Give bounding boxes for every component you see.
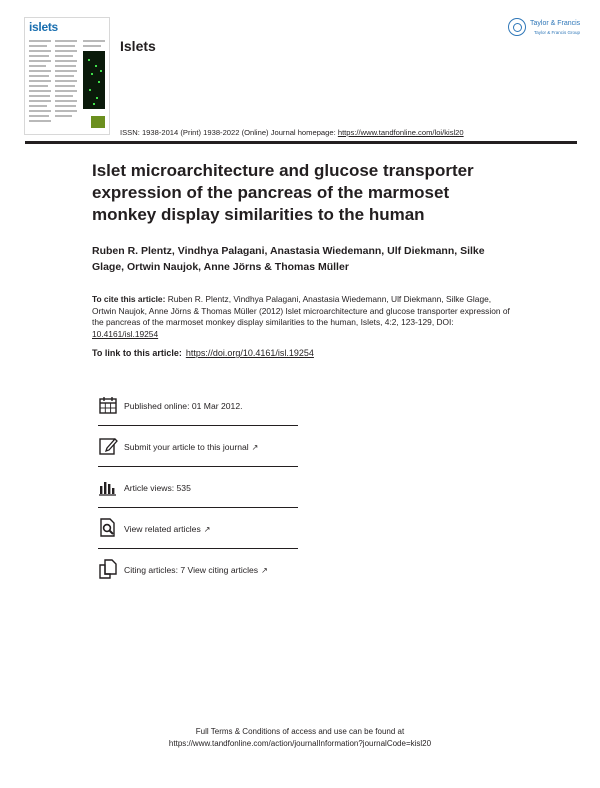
article-views-row bbox=[98, 477, 298, 511]
footer-terms-url[interactable]: https://www.tandfonline.com/action/journalInformation?journalCode=kisl20 bbox=[168, 739, 432, 748]
related-articles-row[interactable] bbox=[98, 518, 298, 552]
meta-divider bbox=[98, 466, 298, 467]
article-views-text: Article views: 535 bbox=[124, 483, 191, 493]
copy-icon bbox=[98, 559, 118, 579]
related-articles-link[interactable]: View related articles ↗ bbox=[124, 524, 211, 534]
doi-link[interactable]: 10.4161/isl.19254 bbox=[92, 328, 159, 339]
journal-name: Islets bbox=[120, 38, 156, 54]
issn-line bbox=[120, 128, 464, 137]
calendar-icon bbox=[98, 395, 118, 415]
article-doi-url[interactable]: https://doi.org/10.4161/isl.19254 bbox=[185, 348, 314, 358]
external-link-icon: ↗ bbox=[251, 443, 259, 452]
external-link-icon: ↗ bbox=[203, 525, 211, 534]
search-document-icon bbox=[98, 518, 118, 538]
article-title: Islet microarchitecture and glucose transporter expression of the pancreas of the marmoset monkey display similarities to the human bbox=[92, 161, 474, 224]
journal-homepage-link[interactable]: https://www.tandfonline.com/loi/kisl20 bbox=[337, 128, 464, 137]
header-divider bbox=[25, 141, 577, 144]
bar-chart-icon bbox=[98, 477, 118, 497]
link-line bbox=[92, 348, 314, 358]
edit-icon bbox=[98, 436, 118, 456]
meta-divider bbox=[98, 425, 298, 426]
submit-article-link[interactable]: Submit your article to this journal ↗ bbox=[124, 442, 259, 452]
page-footer bbox=[0, 726, 600, 750]
published-online-text: Published online: 01 Mar 2012. bbox=[124, 401, 243, 411]
citing-articles-row[interactable] bbox=[98, 559, 298, 593]
journal-cover-thumbnail bbox=[24, 17, 110, 135]
cover-publisher-mark bbox=[91, 116, 105, 128]
citation-text: Ruben R. Plentz, Vindhya Palagani, Anastasia Wiedemann, Ulf Diekmann, Silke Glage, Ortwin Naujok, Anne Jörns & Thomas Müller (2012) Islet microarchitecture and glucose transporter expression of the pancreas of the marmoset monkey display similarities to the human, Islets, 4:2, 123-129, DOI: bbox=[92, 294, 510, 328]
footer-terms-text: Full Terms & Conditions of access and use can be found at bbox=[195, 727, 405, 736]
article-authors: Ruben R. Plentz, Vindhya Palagani, Anastasia Wiedemann, Ulf Diekmann, Silke Glage, Ortwin Naujok, Anne Jörns & Thomas Müller bbox=[92, 245, 485, 273]
meta-divider bbox=[98, 507, 298, 508]
citation-block bbox=[92, 294, 512, 340]
issn-text: ISSN: 1938-2014 (Print) 1938-2022 (Online) Journal homepage: bbox=[120, 128, 336, 137]
citing-articles-link[interactable]: Citing articles: 7 View citing articles ↗ bbox=[124, 565, 268, 575]
publisher-logo-subtext: Taylor & Francis Group bbox=[534, 30, 581, 35]
cover-micrograph bbox=[83, 51, 105, 109]
external-link-icon: ↗ bbox=[261, 566, 268, 575]
publisher-logo-mark bbox=[508, 18, 526, 36]
publisher-logo-text: Taylor & Francis bbox=[530, 20, 581, 27]
published-online-row bbox=[98, 395, 298, 429]
submit-article-row[interactable] bbox=[98, 436, 298, 470]
link-label: To link to this article: bbox=[92, 348, 182, 358]
meta-divider bbox=[98, 548, 298, 549]
citation-label: To cite this article: bbox=[92, 294, 166, 304]
cover-logo: islets bbox=[29, 20, 58, 34]
publisher-logo bbox=[508, 17, 588, 43]
